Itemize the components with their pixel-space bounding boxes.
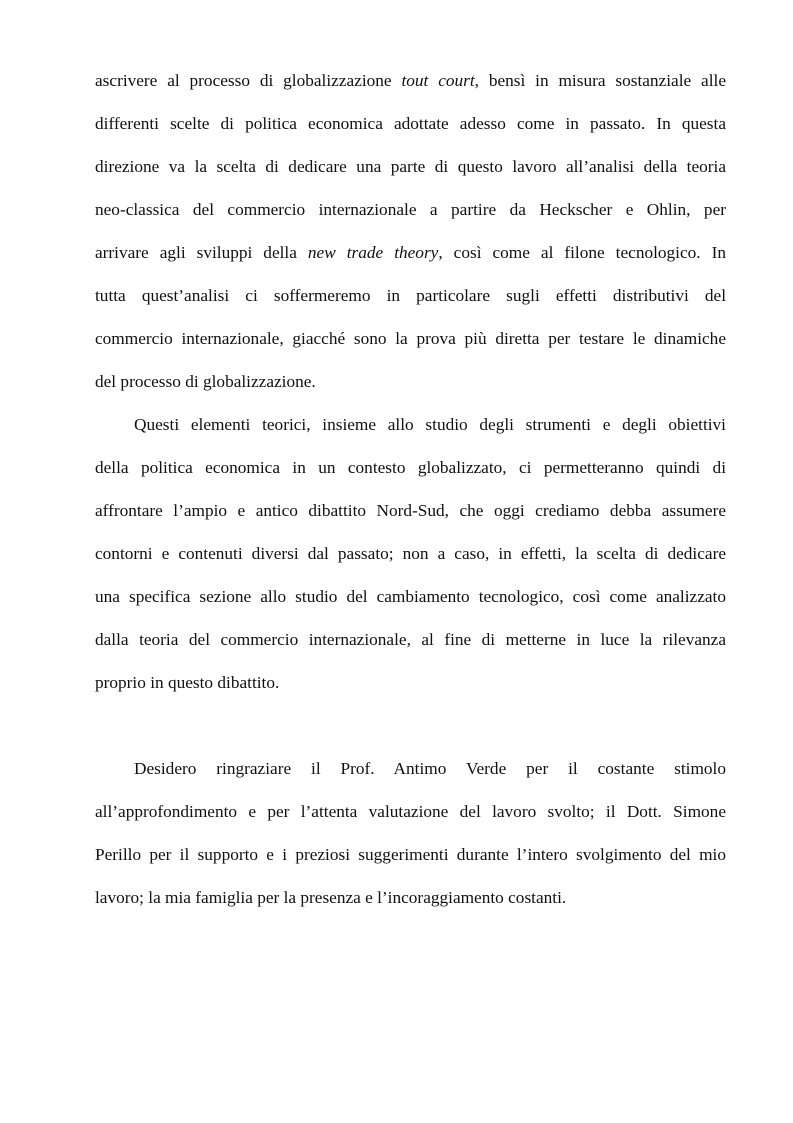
acknowledgements-line: lavoro; la mia famiglia per la presenza e l’incoraggiamento costanti. [95, 888, 567, 907]
paragraph-2-line: Questi elementi teorici, insieme allo studio degli strumenti e degli obiettivi [134, 415, 726, 434]
italic-term: tout court [401, 71, 475, 90]
paragraph-1-line: tutta quest’analisi ci soffermeremo in particolare sugli effetti distributivi del [95, 286, 726, 305]
acknowledgements-line: Desidero ringraziare il Prof. Antimo Verde per il costante stimolo [134, 759, 726, 778]
paragraph-1-line: arrivare agli sviluppi della new trade theory, così come al filone tecnologico. In [95, 243, 726, 262]
paragraph-2-line: dalla teoria del commercio internazionale, al fine di metterne in luce la rilevanza [95, 630, 726, 649]
italic-term: new trade theory [307, 243, 439, 262]
acknowledgements-line: Perillo per il supporto e i preziosi suggerimenti durante l’intero svolgimento del mio [95, 845, 726, 864]
paragraph-2-line: contorni e contenuti diversi dal passato; non a caso, in effetti, la scelta di dedicare [95, 544, 726, 563]
paragraph-1-line: ascrivere al processo di globalizzazione tout court, bensì in misura sostanziale alle [95, 71, 726, 90]
paragraph-2-line: una specifica sezione allo studio del cambiamento tecnologico, così come analizzato [95, 587, 726, 606]
paragraph-1-line: commercio internazionale, giacché sono la prova più diretta per testare le dinamiche [95, 329, 726, 348]
acknowledgements-line: all’approfondimento e per l’attenta valutazione del lavoro svolto; il Dott. Simone [95, 802, 726, 821]
paragraph-1-line: del processo di globalizzazione. [95, 372, 316, 391]
paragraph-1-line: neo-classica del commercio internazionale a partire da Heckscher e Ohlin, per [95, 200, 726, 219]
paragraph-2-line: proprio in questo dibattito. [95, 673, 280, 692]
paragraph-2-line: della politica economica in un contesto globalizzato, ci permetteranno quindi di [95, 458, 726, 477]
paragraph-1-line: direzione va la scelta di dedicare una parte di questo lavoro all’analisi della teoria [95, 157, 726, 176]
paragraph-1-line: differenti scelte di politica economica adottate adesso come in passato. In questa [95, 114, 726, 133]
paragraph-2-line: affrontare l’ampio e antico dibattito Nord-Sud, che oggi crediamo debba assumere [95, 501, 726, 520]
